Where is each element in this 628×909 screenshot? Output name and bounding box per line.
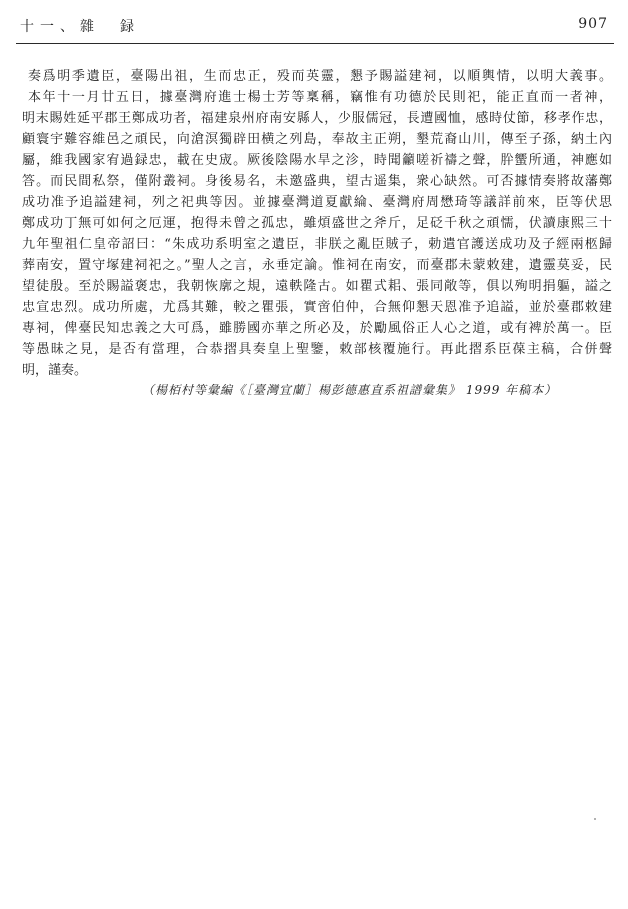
text-line: 忠宣忠烈。成功所處，尤爲其難，較之瞿張，實啻伯仲，合無仰懇天恩准予追謚，並於臺郡敕建 <box>22 300 612 315</box>
text-line: 鄭成功丁無可如何之厄運，抱得未曾之孤忠，雖煩盛世之斧斤，足砭千秋之頑懦，伏讀康熙三十 <box>22 216 612 231</box>
text-line: 明，謹奏。 <box>22 363 88 378</box>
scan-speck <box>594 818 596 820</box>
text-line: 奏爲明季遺臣，臺陽出祖，生而忠正，殁而英靈，懇予賜謚建祠，以順輿情，以明大義事。 <box>28 69 612 84</box>
text-line: 答。而民間私祭，僅附叢祠。身後易名，未邀盛典，望古遥集，衆心缺然。可否據情奏將故藩鄭 <box>22 174 612 189</box>
source-citation: （楊栢村等彙編《［臺灣宜蘭］楊彭德惠直系祖譜彙集》 1999 年稿本） <box>142 383 558 397</box>
section-title: 十一、雜 録 <box>20 19 140 35</box>
text-line: 明末賜姓延平郡王鄭成功者，福建泉州府南安縣人，少服儒冠，長遭國恤，感時仗節，移孝作忠， <box>22 111 612 126</box>
text-line: 專祠，俾臺民知忠義之大可爲，雖勝國亦華之所必及，於勵風俗正人心之道，或有裨於萬一。臣 <box>22 321 612 336</box>
text-line: 九年聖祖仁皇帝詔曰：“朱成功系明室之遺臣，非朕之亂臣賊子，勅遣官護送成功及子經兩柩歸 <box>22 237 612 252</box>
header-divider <box>16 43 614 44</box>
text-line: 本年十一月廿五日，據臺灣府進士楊士芳等稟稱，竊惟有功德於民則祀，能正直而一者神， <box>28 90 612 105</box>
memorial-text <box>22 66 612 381</box>
text-line: 望徒殷。至於賜謚褒忠，我朝恢廓之規，遠軼隆古。如瞿式耜、張同敞等，俱以殉明捐軀，謚之 <box>22 279 612 294</box>
page-header <box>20 14 612 40</box>
page-number: 907 <box>578 16 608 32</box>
text-line: 屬，維我國家宥過録忠，載在史宬。厥後陰陽水旱之沴，時聞籲嗟祈禱之聲，肸蠁所通，神應如 <box>22 153 612 168</box>
text-line: 等愚昧之見，是否有當理，合恭摺具奏皇上聖鑒，敕部核覆施行。再此摺系臣葆主稿，合併聲 <box>22 342 612 357</box>
text-line: 顧寰宇難容維邑之頑民，向滄溟獨辟田横之列島，奉故主正朔，墾荒裔山川，傳至子孫，納土內 <box>22 132 612 147</box>
text-line: 成功准予追謚建祠，列之祀典等因。並據臺灣道夏獻綸、臺灣府周懋琦等議詳前來，臣等伏思 <box>22 195 612 210</box>
text-line: 葬南安，置守塚建祠祀之。”聖人之言，永垂定論。惟祠在南安，而臺郡未蒙敕建，遺靈莫妥，民 <box>22 258 612 273</box>
